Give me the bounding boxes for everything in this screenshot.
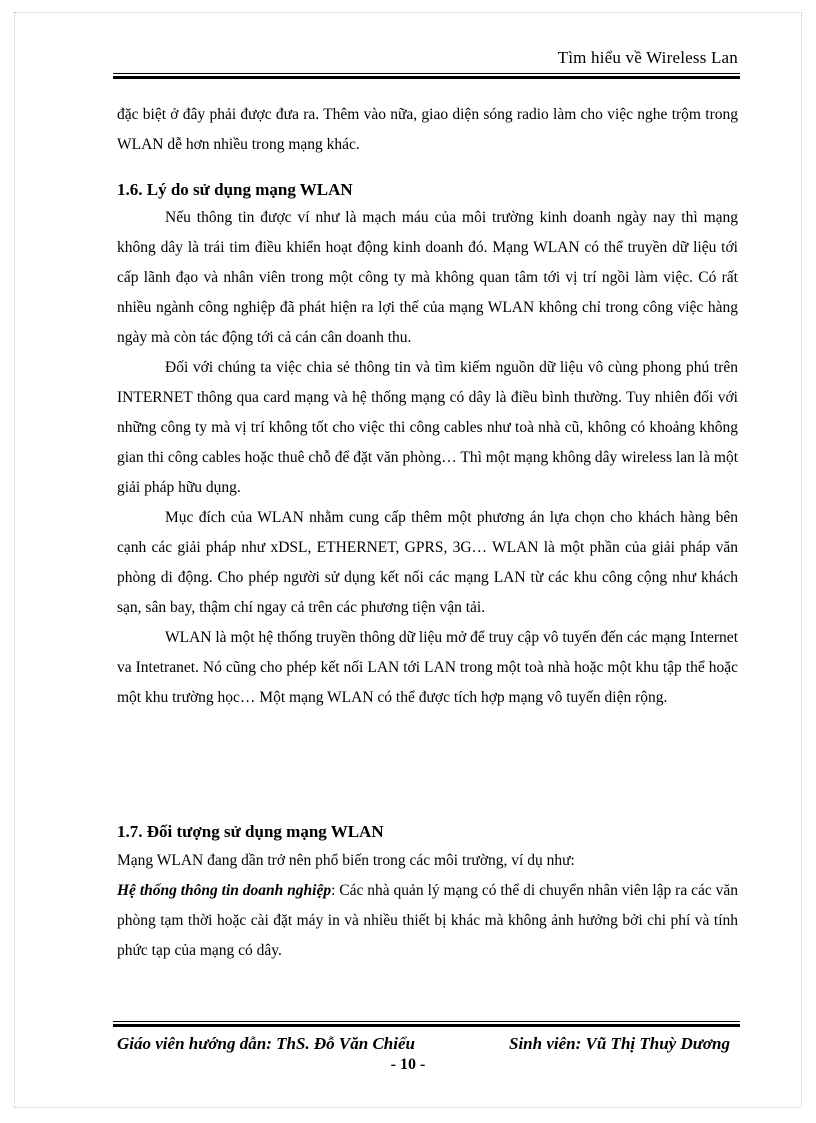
paragraph-3: Mục đích của WLAN nhằm cung cấp thêm một phương án lựa chọn cho khách hàng bên cạnh các giải pháp như xDSL, ETHERNET, GPRS, 3G… WLAN là một phần của giải pháp văn phòng di động. Cho phép người sử dụng kết nối các mạng LAN từ các khu công cộng như khách sạn, sân bay, thậm chí ngay cả trên các phương tiện vận tải. [117, 509, 738, 616]
page-number: - 10 - [390, 1056, 426, 1073]
header-title: Tìm hiểu về Wireless Lan [557, 48, 738, 67]
section-1-7 [117, 817, 738, 847]
heading-1-7: 1.7. Đối tượng sử dụng mạng WLAN [117, 822, 384, 841]
footer-rule-thin [113, 1021, 740, 1022]
header-rule-thick [113, 76, 740, 79]
paragraph-2: Đối với chúng ta việc chia sẻ thông tin và tìm kiếm nguồn dữ liệu vô cùng phong phú trên INTERNET thông qua card mạng và hệ thống mạng có dây là điều bình thường. Tuy nhiên đối với những công ty mà vị trí không tốt cho việc thi công cables như toà nhà cũ, không có khoảng không gian thi công cables hoặc thuê chỗ để đặt văn phòng… Thì một mạng không dây wireless lan là một giải pháp hữu dụng. [117, 359, 738, 496]
paragraph-5: Mạng WLAN đang dần trở nên phổ biến trong các môi trường, ví dụ như: [117, 852, 575, 869]
paragraph-4: WLAN là một hệ thống truyền thông dữ liệu mở để truy cập vô tuyến đến các mạng Internet va Intetranet. Nó cũng cho phép kết nối LAN tới LAN trong một toà nhà hoặc một khu tập thể hoặc một khu trường học… Một mạng WLAN có thể được tích hợp mạng vô tuyến diện rộng. [117, 629, 738, 706]
paragraph-intro: đặc biệt ở đây phải được đưa ra. Thêm vào nữa, giao diện sóng radio làm cho việc nghe trộm trong WLAN dễ hơn nhiều trong mạng khác. [117, 106, 738, 153]
section-1-6-body [117, 203, 738, 713]
heading-1-6: 1.6. Lý do sử dụng mạng WLAN [117, 180, 353, 199]
keyword-enterprise-systems: Hệ thống thông tin doanh nghiệp [117, 882, 332, 899]
footer-rule-thick [113, 1024, 740, 1027]
footer-advisor: Giáo viên hướng dẫn: ThS. Đỗ Văn Chiểu [117, 1034, 415, 1053]
section-1-6 [117, 175, 738, 205]
paragraph-6 [117, 876, 738, 966]
paragraph-1: Nếu thông tin được ví như là mạch máu của môi trường kinh doanh ngày nay thì mạng không dây là trái tim điều khiển hoạt động kinh doanh đó. Mạng WLAN có thể truyền dữ liệu tới cấp lãnh đạo và nhân viên trong một công ty mà không quan tâm tới vị trí ngồi làm việc. Có rất nhiều ngành công nghiệp đã phát hiện ra lợi thế của mạng WLAN không chỉ trong công việc hàng ngày mà còn tác động tới cả cán cân doanh thu. [117, 209, 738, 346]
section-1-7-body [117, 846, 738, 966]
paragraph-6-rest: : Các nhà quản lý mạng có thể di chuyển nhân viên lập ra các văn phòng tạm thời hoặc cài đặt máy in và nhiều thiết bị khác mà không ảnh hưởng bởi chi phí và tính phức tạp của mạng có dây. [117, 882, 738, 959]
body-text-block [117, 100, 738, 160]
header-rule-thin [113, 73, 740, 74]
footer-student: Sinh viên: Vũ Thị Thuỳ Dương [509, 1034, 730, 1053]
